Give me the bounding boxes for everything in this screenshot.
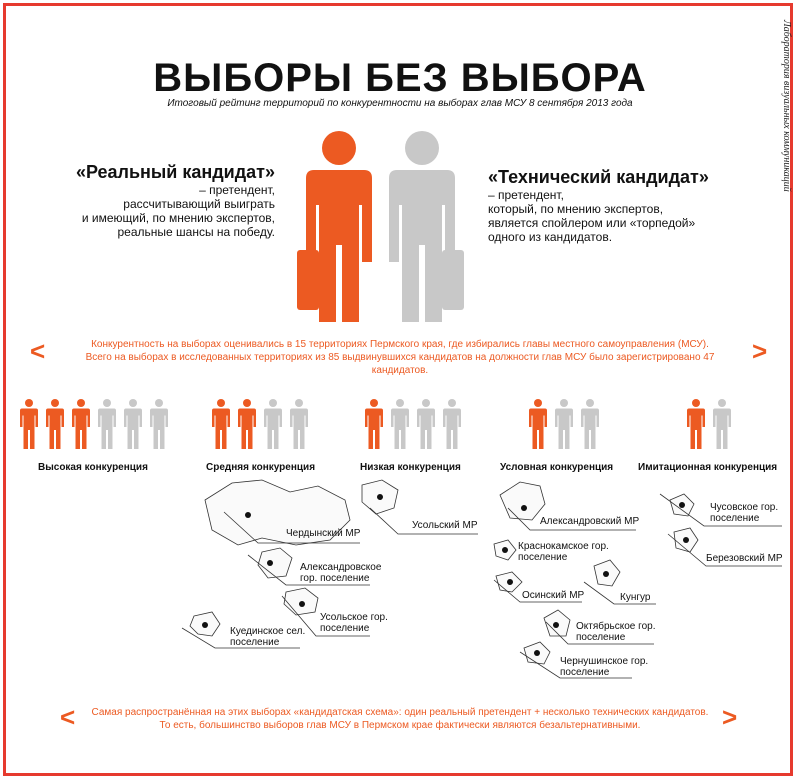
real-candidate-line: – претендент, <box>199 183 275 197</box>
real-candidate-title: «Реальный кандидат» <box>75 162 275 182</box>
territory-label: Чусовское гор. поселение <box>710 502 779 524</box>
intro-line-2: Всего на выборах в исследованных территориях из 85 выдвинувшихся кандидатов на должности глав МСУ было зарегистрировано 47 кандидатов. <box>85 352 715 376</box>
tech-candidate-line: одного из кандидатов. <box>488 230 613 244</box>
page-subtitle: Итоговый рейтинг территорий по конкурентности на выборах глав МСУ 8 сентября 2013 года <box>167 98 633 109</box>
briefcase-icon <box>442 250 464 310</box>
territory-label: Краснокамское гор. поселение <box>518 541 609 563</box>
intro-text <box>60 338 740 377</box>
map-alexandrovsky <box>500 482 545 520</box>
chevron-left-icon: < <box>60 702 76 732</box>
category-label-medium: Средняя конкуренция <box>206 462 316 473</box>
real-candidate-definition <box>76 162 275 239</box>
footer-line-2: То есть, большинство выборов глав МСУ в Пермском крае фактически являются безальтернативными. <box>159 720 641 731</box>
footer-line-1: Самая распространённая на этих выборах «кандидатская схема»: один реальный претендент + несколько технических кандидатов. <box>91 707 709 718</box>
real-candidate-line: реальные шансы на победу. <box>117 225 275 239</box>
chevron-right-icon: > <box>752 336 768 366</box>
territory-label: Чердынский МР <box>286 528 361 539</box>
territory-label: Куединское сел. поселение <box>230 626 306 648</box>
category-figures-high <box>20 399 168 449</box>
page-title: ВЫБОРЫ БЕЗ ВЫБОРА <box>153 56 647 100</box>
category-figures-conditional <box>529 399 599 449</box>
territory-label: Усольский МР <box>412 520 478 531</box>
territory-label: Александровский МР <box>540 516 640 527</box>
territory-label: Кунгур <box>620 592 651 603</box>
vertical-credit: Лаборатория визуальных коммуникаций <box>781 20 792 192</box>
territory-label: Усольское гор. поселение <box>320 612 388 634</box>
category-figures-imitation <box>687 399 731 449</box>
territory-label: Осинский МР <box>522 590 585 601</box>
territory-label: Березовский МР <box>706 553 783 564</box>
tech-candidate-line: который, по мнению экспертов, <box>488 202 664 216</box>
category-label-low: Низкая конкуренция <box>360 462 461 473</box>
real-candidate-figure <box>297 131 372 322</box>
intro-line-1: Конкурентность на выборах оценивались в 15 территориях Пермского края, где избирались главы местного самоуправления (МСУ). <box>91 339 709 350</box>
category-label-conditional: Условная конкуренция <box>500 462 614 473</box>
briefcase-icon <box>297 250 319 310</box>
category-figures-low <box>365 399 461 449</box>
territory-label: Александровское гор. поселение <box>300 562 382 584</box>
tech-candidate-figure <box>389 131 464 322</box>
category-figures-medium <box>212 399 308 449</box>
territory-label: Октябрьское гор. поселение <box>576 621 656 643</box>
tech-candidate-definition <box>488 167 709 244</box>
real-candidate-line: и имеющий, по мнению экспертов, <box>81 211 275 225</box>
territory-label: Чернушинское гор. поселение <box>560 656 649 678</box>
tech-candidate-title: «Технический кандидат» <box>488 167 709 187</box>
chevron-left-icon: < <box>30 336 46 366</box>
real-candidate-line: рассчитывающий выиграть <box>123 197 275 211</box>
chevron-right-icon: > <box>722 702 738 732</box>
tech-candidate-line: – претендент, <box>488 188 564 202</box>
map-alexandrovsk <box>258 548 292 578</box>
territory-maps <box>182 480 782 678</box>
tech-candidate-line: является спойлером или «торпедой» <box>488 216 696 230</box>
category-label-imitation: Имитационная конкуренция <box>638 462 778 473</box>
footer-text <box>70 706 730 732</box>
category-label-high: Высокая конкуренция <box>38 462 148 473</box>
